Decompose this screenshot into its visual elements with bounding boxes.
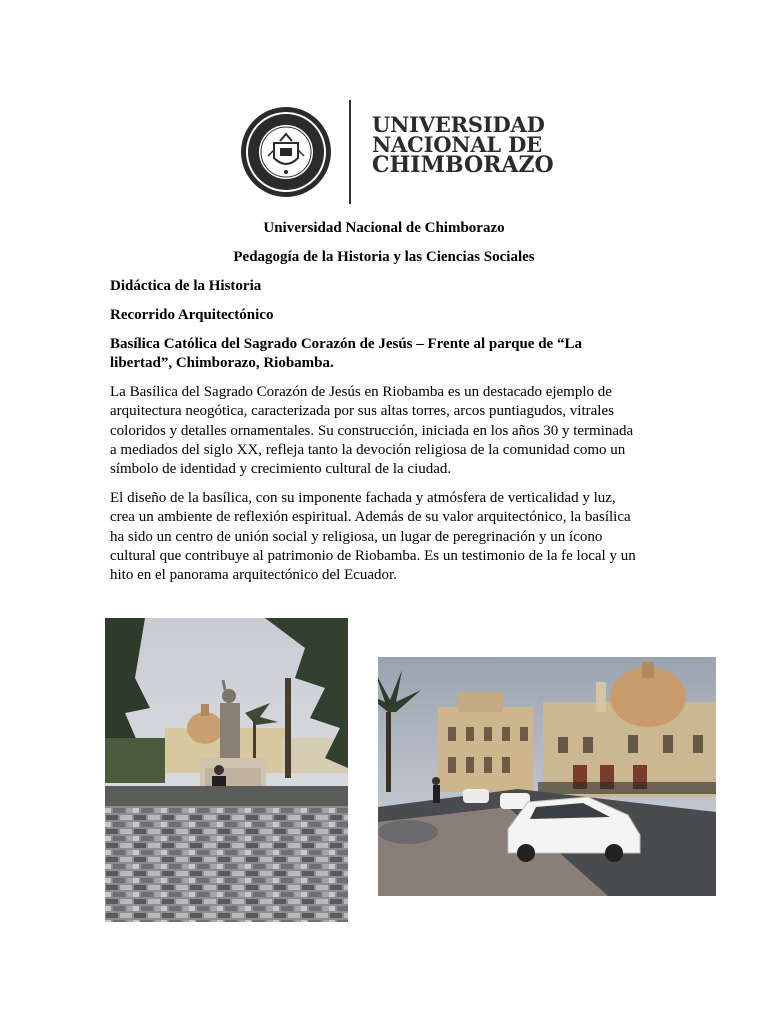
place-title-line-2: libertad”, Chimborazo, Riobamba.	[110, 355, 334, 371]
university-wordmark	[372, 112, 566, 185]
wordmark-line-3: CHIMBORAZO	[372, 152, 554, 178]
activity-heading: Recorrido Arquitectónico	[110, 307, 274, 323]
paragraph-2-line: hito en el panorama arquitectónico del Ecuador.	[110, 567, 397, 584]
paragraph-2	[110, 489, 658, 585]
paragraph-1	[110, 383, 658, 479]
wordmark-line-2: NACIONAL DE	[372, 132, 542, 157]
paragraph-2-line: crea un ambiente de reflexión espiritual. Además de su valor arquitectónico, la basílica	[110, 509, 631, 526]
place-title-line-1: Basílica Católica del Sagrado Corazón de Jesús – Frente al parque de “La	[110, 336, 582, 352]
paragraph-1-line: símbolo de identidad y crecimiento cultural de la ciudad.	[110, 461, 452, 478]
park-statue-photo	[105, 618, 348, 922]
logo-divider	[349, 100, 351, 204]
paragraph-1-line: a mediados del siglo XX, refleja tanto la devoción religiosa de la comunidad como un	[110, 441, 626, 458]
university-logo	[236, 98, 566, 208]
program-heading: Pedagogía de la Historia y las Ciencias Sociales	[233, 249, 535, 265]
paragraph-1-line: coloridos y detalles ornamentales. Su construcción, iniciada en los años 30 y terminada	[110, 422, 634, 439]
paragraph-2-line: cultural que contribuye al patrimonio de Riobamba. Es un testimonio de la fe local y un	[110, 547, 636, 564]
wordmark-line-1: UNIVERSIDAD	[372, 112, 545, 137]
subject-heading: Didáctica de la Historia	[110, 278, 262, 294]
paragraph-2-line: ha sido un centro de unión social y religiosa, un lugar de peregrinación y un ícono	[110, 528, 603, 545]
paragraph-1-line: arquitectura neogótica, caracterizada por sus altas torres, arcos puntiagudos, vitrales	[110, 403, 614, 420]
place-title	[110, 335, 670, 373]
university-heading: Universidad Nacional de Chimborazo	[263, 220, 505, 236]
paragraph-2-line: El diseño de la basílica, con su imponente fachada y atmósfera de verticalidad y luz,	[110, 490, 616, 506]
university-seal-icon	[240, 106, 332, 198]
basilica-street-photo	[378, 657, 716, 896]
paragraph-1-line: La Basílica del Sagrado Corazón de Jesús en Riobamba es un destacado ejemplo de	[110, 384, 612, 400]
